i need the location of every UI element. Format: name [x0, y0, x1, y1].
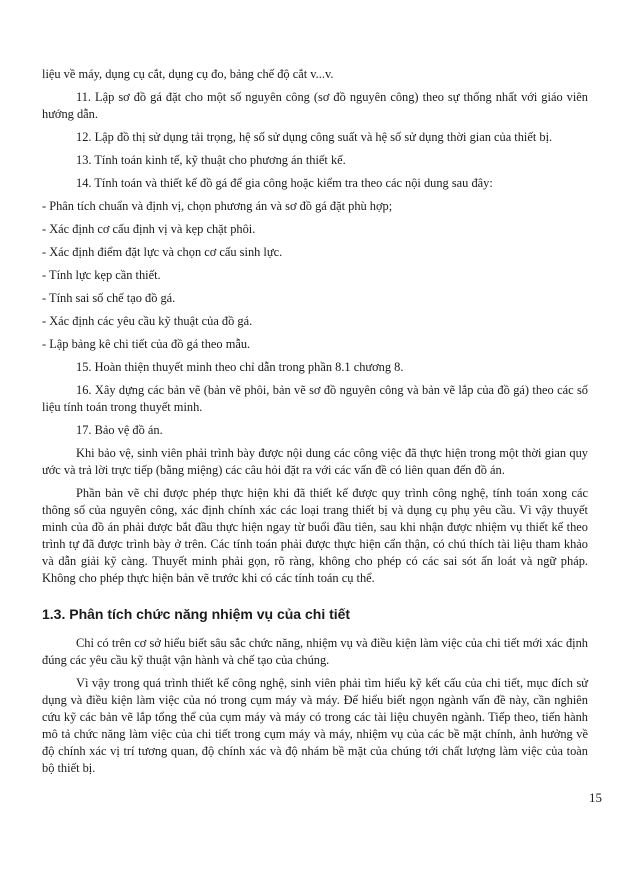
list-item: - Tính lực kẹp cần thiết. — [42, 268, 161, 282]
list-item: - Lập bảng kê chi tiết của đồ gá theo mẫu. — [42, 337, 251, 351]
list-item: - Phân tích chuẩn và định vị, chọn phương án và sơ đồ gá đặt phù hợp; — [42, 199, 393, 213]
body-text-after — [42, 635, 588, 777]
paragraph: 12. Lập đồ thị sử dụng tải trọng, hệ số sử dụng công suất và hệ số sử dụng thời gian của thiết bị. — [76, 130, 553, 144]
list-item: - Xác định cơ cấu định vị và kẹp chặt phôi. — [42, 222, 256, 236]
paragraph: liệu về máy, dụng cụ cắt, dụng cụ đo, bảng chế độ cắt v...v. — [42, 67, 334, 81]
paragraph: 14. Tính toán và thiết kế đồ gá để gia công hoặc kiểm tra theo các nội dung sau đây: — [76, 176, 493, 190]
paragraph: 17. Bảo vệ đồ án. — [76, 423, 163, 437]
paragraph: Phần bản vẽ chỉ được phép thực hiện khi đã thiết kế được quy trình công nghệ, tính toán xong các thông số của nguyên công, xác định chính xác các loại trang thiết bị và dụng cụ phụ yêu cầu. Vì vậy thuyết minh của đồ án phải được bắt đầu thực hiện ngay từ buổi đầu tiên, sau khi nhận được nhiệm vụ thiết kế theo trình tự đã được trình bày ở trên. Các tính toán phải được thực hiện cẩn thận, có chú thích tài liệu tham khảo và dẫn giải kỹ càng. Thuyết minh phải gọn, rõ ràng, không cho phép có các sai sót ấn loát và ngữ pháp. Không cho phép thực hiện bản vẽ trước khi có các tính toán cụ thể. — [42, 486, 588, 585]
paragraph: 11. Lập sơ đồ gá đặt cho một số nguyên công (sơ đồ nguyên công) theo sự thống nhất với giáo viên hướng dẫn. — [42, 90, 588, 121]
body-text-before — [42, 66, 588, 587]
list-item: - Tính sai số chế tạo đồ gá. — [42, 291, 176, 305]
paragraph: 15. Hoàn thiện thuyết minh theo chỉ dẫn trong phần 8.1 chương 8. — [76, 360, 404, 374]
paragraph: Vì vậy trong quá trình thiết kế công nghệ, sinh viên phải tìm hiểu kỹ kết cấu của chi tiết, mục đích sử dụng và điều kiện làm việc của nó trong cụm máy và máy. Để hiểu biết ngọn ngành vấn đề này, cần nghiên cứu kỹ các bản vẽ lắp tổng thể của cụm máy và máy có trong các tài liệu chuyên ngành. Tiếp theo, tiến hành mô tả chức năng làm việc của chi tiết trong cụm máy và máy, nhiệm vụ của các bề mặt chính, ảnh hưởng về độ chính xác vị trí tương quan, độ chính xác và độ nhám bề mặt của chúng tới chất lượng làm việc của toàn bộ thiết bị. — [42, 676, 588, 775]
paragraph: 16. Xây dựng các bản vẽ (bản vẽ phôi, bản vẽ sơ đồ nguyên công và bản vẽ lắp của đồ gá) theo các số liệu tính toán trong thuyết minh. — [42, 383, 588, 414]
list-item: - Xác định điểm đặt lực và chọn cơ cấu sinh lực. — [42, 245, 283, 259]
section-heading: 1.3. Phân tích chức năng nhiệm vụ của chi tiết — [42, 606, 351, 622]
paragraph: Chỉ có trên cơ sở hiểu biết sâu sắc chức năng, nhiệm vụ và điều kiện làm việc của chi tiết mới xác định đúng các yêu cầu kỹ thuật vận hành và chế tạo của chúng. — [42, 636, 588, 667]
paragraph: 13. Tính toán kinh tế, kỹ thuật cho phương án thiết kế. — [76, 153, 346, 167]
paragraph: Khi bảo vệ, sinh viên phải trình bày được nội dung các công việc đã thực hiện trong một thời gian quy ước và trả lời trực tiếp (bằng miệng) các câu hỏi đặt ra với các vấn đề có liên quan đến đồ án. — [42, 446, 588, 477]
list-item: - Xác định các yêu cầu kỹ thuật của đồ gá. — [42, 314, 253, 328]
page-number: 15 — [589, 790, 602, 805]
